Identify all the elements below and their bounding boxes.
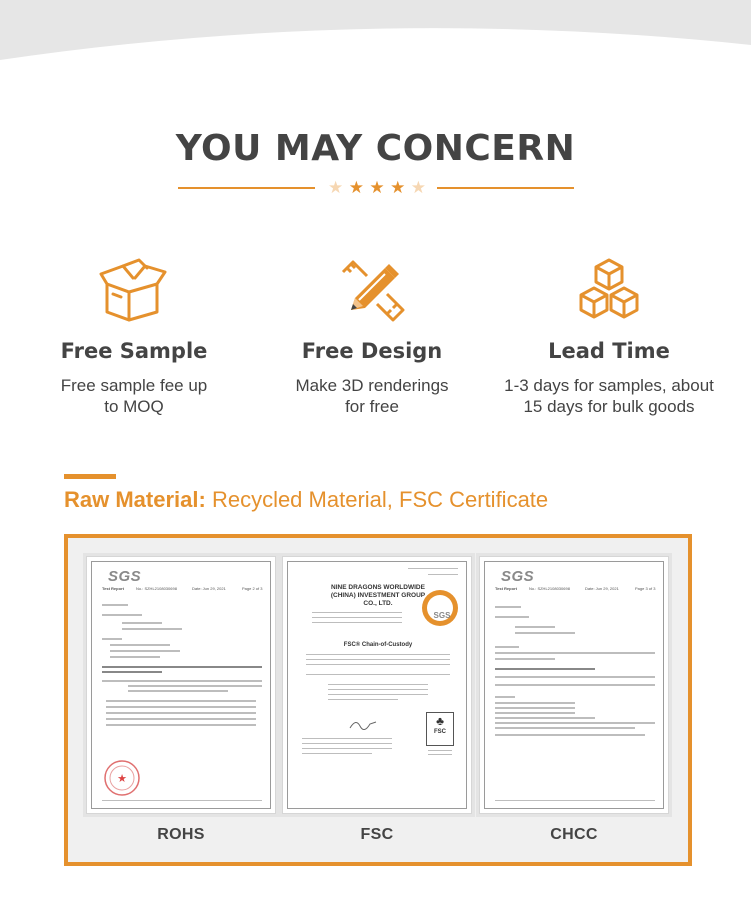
report-date: Date: Jun 29, 2021 <box>585 586 619 591</box>
seal-text: SGS <box>433 611 451 620</box>
company-name: NINE DRAGONS WORLDWIDE (CHINA) INVESTMENT GROUP CO., LTD. <box>330 584 426 607</box>
feature-title: Lead Time <box>548 339 670 363</box>
doc-title: Test Report <box>495 586 517 591</box>
certificate-document <box>91 561 271 809</box>
top-arc-decoration <box>0 0 751 70</box>
star-filled-icon: ★ <box>348 178 364 197</box>
feature-lead-time <box>484 258 734 417</box>
report-page: Page 2 of 3 <box>242 586 263 591</box>
sgs-logo: SGS <box>108 568 142 585</box>
report-date: Date: Jun 29, 2021 <box>192 586 226 591</box>
raw-material-label: Raw Material: <box>64 487 206 512</box>
star-filled-icon: ★ <box>369 178 385 197</box>
feature-description: Free sample fee up to MOQ <box>60 376 208 416</box>
star-empty-icon: ★ <box>410 178 426 197</box>
doc-title: Test Report <box>102 586 124 591</box>
raw-material-heading <box>64 487 548 513</box>
certificate-chcc[interactable] <box>479 556 669 814</box>
star-filled-icon: ★ <box>328 178 344 197</box>
certificate-label-fsc: FSC <box>360 826 394 843</box>
raw-material-value: Recycled Material, FSC Certificate <box>205 487 549 512</box>
certificate-rohs[interactable] <box>86 556 276 814</box>
chain-of-custody-title: FSC® Chain-of-Custody <box>343 642 413 648</box>
certificate-document <box>287 561 467 809</box>
star-empty-icon: ★ <box>390 178 406 197</box>
feature-title: Free Design <box>301 339 443 363</box>
certificate-label-chcc: CHCC <box>550 826 598 843</box>
stacked-cubes-icon <box>574 258 644 322</box>
feature-free-design <box>247 258 497 417</box>
open-box-icon <box>99 258 169 322</box>
certificate-fsc[interactable] <box>282 556 472 814</box>
report-number: No.: SZHL2108030698 <box>529 586 570 591</box>
fsc-mark: ♣ FSC <box>426 712 454 746</box>
svg-text:★: ★ <box>117 773 127 785</box>
sgs-seal-icon <box>420 588 460 628</box>
certificate-label-rohs: ROHS <box>157 826 205 843</box>
sgs-logo: SGS <box>501 568 535 585</box>
feature-free-sample <box>9 258 259 417</box>
report-page: Page 3 of 3 <box>635 586 656 591</box>
certificate-document <box>484 561 664 809</box>
feature-description: 1-3 days for samples, about 15 days for bulk goods <box>504 376 714 416</box>
divider-line-right <box>437 187 574 189</box>
divider-line-left <box>178 187 315 189</box>
red-stamp-seal <box>102 758 142 798</box>
report-number: No.: SZHL2108030698 <box>136 586 177 591</box>
signature <box>348 718 378 732</box>
rating-stars <box>328 178 426 198</box>
feature-title: Free Sample <box>60 339 208 363</box>
section-heading: YOU MAY CONCERN <box>175 128 576 169</box>
heading-divider <box>0 178 751 198</box>
feature-description: Make 3D renderings for free <box>295 376 449 416</box>
raw-material-accent-bar <box>64 474 116 479</box>
pencil-ruler-icon <box>337 258 407 322</box>
